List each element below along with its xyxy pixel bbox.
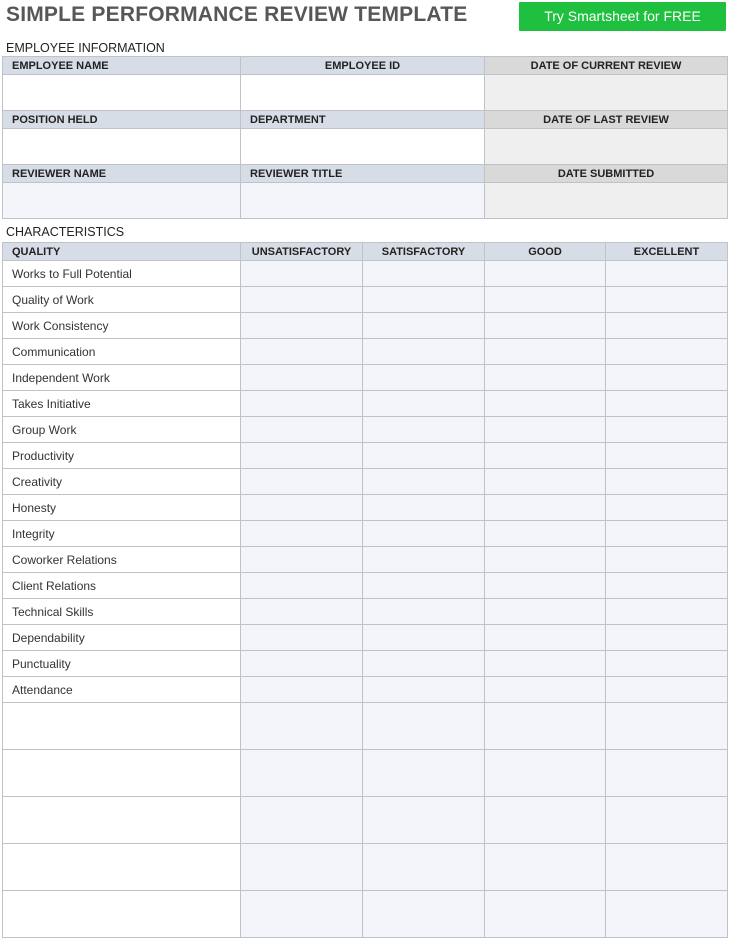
rating-cell-unsatisfactory[interactable] bbox=[241, 599, 363, 625]
table-row bbox=[3, 417, 728, 443]
rating-cell-good[interactable] bbox=[485, 703, 606, 750]
rating-cell-unsatisfactory[interactable] bbox=[241, 573, 363, 599]
table-row bbox=[3, 651, 728, 677]
quality-entry-cell[interactable] bbox=[3, 797, 241, 844]
rating-cell-good[interactable] bbox=[485, 625, 606, 651]
quality-entry-cell[interactable] bbox=[3, 750, 241, 797]
table-row bbox=[3, 261, 728, 287]
reviewer-name-field[interactable] bbox=[3, 183, 241, 219]
quality-entry-cell[interactable] bbox=[3, 844, 241, 891]
characteristics-section-label: CHARACTERISTICS bbox=[6, 225, 125, 239]
rating-cell-good[interactable] bbox=[485, 599, 606, 625]
table-row bbox=[3, 313, 728, 339]
quality-header: QUALITY bbox=[3, 243, 241, 261]
position-held-header: POSITION HELD bbox=[3, 111, 241, 129]
rating-cell-unsatisfactory[interactable] bbox=[241, 625, 363, 651]
rating-cell-satisfactory[interactable] bbox=[363, 844, 485, 891]
rating-cell-excellent[interactable] bbox=[606, 599, 728, 625]
table-row bbox=[3, 495, 728, 521]
table-row bbox=[3, 547, 728, 573]
rating-cell-excellent[interactable] bbox=[606, 417, 728, 443]
blank-row bbox=[3, 891, 728, 938]
reviewer-title-header: REVIEWER TITLE bbox=[241, 165, 485, 183]
table-row bbox=[3, 573, 728, 599]
rating-cell-good[interactable] bbox=[485, 797, 606, 844]
rating-cell-excellent[interactable] bbox=[606, 651, 728, 677]
quality-label: Takes Initiative bbox=[3, 391, 241, 417]
table-row bbox=[3, 521, 728, 547]
quality-entry-cell[interactable] bbox=[3, 891, 241, 938]
table-row bbox=[3, 391, 728, 417]
rating-cell-excellent[interactable] bbox=[606, 313, 728, 339]
rating-cell-satisfactory[interactable] bbox=[363, 573, 485, 599]
quality-label: Dependability bbox=[3, 625, 241, 651]
page-title: SIMPLE PERFORMANCE REVIEW TEMPLATE bbox=[6, 3, 468, 26]
rating-cell-good[interactable] bbox=[485, 573, 606, 599]
rating-cell-good[interactable] bbox=[485, 521, 606, 547]
employee-id-header: EMPLOYEE ID bbox=[241, 57, 485, 75]
rating-cell-good[interactable] bbox=[485, 339, 606, 365]
rating-cell-excellent[interactable] bbox=[606, 365, 728, 391]
rating-cell-excellent[interactable] bbox=[606, 287, 728, 313]
rating-cell-good[interactable] bbox=[485, 547, 606, 573]
rating-cell-excellent[interactable] bbox=[606, 891, 728, 938]
blank-row bbox=[3, 797, 728, 844]
rating-cell-unsatisfactory[interactable] bbox=[241, 261, 363, 287]
rating-cell-excellent[interactable] bbox=[606, 521, 728, 547]
rating-cell-excellent[interactable] bbox=[606, 339, 728, 365]
rating-cell-good[interactable] bbox=[485, 651, 606, 677]
quality-label: Integrity bbox=[3, 521, 241, 547]
blank-row bbox=[3, 750, 728, 797]
rating-cell-unsatisfactory[interactable] bbox=[241, 495, 363, 521]
quality-label: Group Work bbox=[3, 417, 241, 443]
table-row bbox=[3, 677, 728, 703]
rating-cell-unsatisfactory[interactable] bbox=[241, 287, 363, 313]
rating-cell-good[interactable] bbox=[485, 365, 606, 391]
rating-cell-unsatisfactory[interactable] bbox=[241, 844, 363, 891]
blank-row bbox=[3, 703, 728, 750]
rating-cell-satisfactory[interactable] bbox=[363, 261, 485, 287]
rating-cell-satisfactory[interactable] bbox=[363, 469, 485, 495]
rating-cell-satisfactory[interactable] bbox=[363, 797, 485, 844]
rating-cell-excellent[interactable] bbox=[606, 391, 728, 417]
rating-cell-satisfactory[interactable] bbox=[363, 339, 485, 365]
rating-cell-excellent[interactable] bbox=[606, 750, 728, 797]
rating-cell-good[interactable] bbox=[485, 313, 606, 339]
rating-cell-satisfactory[interactable] bbox=[363, 547, 485, 573]
rating-cell-satisfactory[interactable] bbox=[363, 365, 485, 391]
rating-cell-excellent[interactable] bbox=[606, 677, 728, 703]
rating-cell-excellent[interactable] bbox=[606, 443, 728, 469]
rating-cell-satisfactory[interactable] bbox=[363, 750, 485, 797]
rating-cell-satisfactory[interactable] bbox=[363, 443, 485, 469]
rating-cell-excellent[interactable] bbox=[606, 844, 728, 891]
date-last-review-header: DATE OF LAST REVIEW bbox=[485, 111, 728, 129]
reviewer-title-field[interactable] bbox=[241, 183, 485, 219]
table-row bbox=[3, 365, 728, 391]
quality-label: Attendance bbox=[3, 677, 241, 703]
rating-cell-unsatisfactory[interactable] bbox=[241, 750, 363, 797]
employee-name-header: EMPLOYEE NAME bbox=[3, 57, 241, 75]
blank-row bbox=[3, 844, 728, 891]
rating-cell-unsatisfactory[interactable] bbox=[241, 797, 363, 844]
rating-cell-satisfactory[interactable] bbox=[363, 677, 485, 703]
rating-cell-satisfactory[interactable] bbox=[363, 287, 485, 313]
rating-cell-satisfactory[interactable] bbox=[363, 417, 485, 443]
rating-cell-unsatisfactory[interactable] bbox=[241, 469, 363, 495]
rating-cell-unsatisfactory[interactable] bbox=[241, 521, 363, 547]
rating-cell-good[interactable] bbox=[485, 844, 606, 891]
rating-cell-unsatisfactory[interactable] bbox=[241, 703, 363, 750]
satisfactory-header: SATISFACTORY bbox=[363, 243, 485, 261]
table-row bbox=[3, 339, 728, 365]
table-row bbox=[3, 599, 728, 625]
rating-cell-good[interactable] bbox=[485, 287, 606, 313]
rating-cell-excellent[interactable] bbox=[606, 469, 728, 495]
quality-label: Independent Work bbox=[3, 365, 241, 391]
rating-cell-satisfactory[interactable] bbox=[363, 391, 485, 417]
quality-label: Quality of Work bbox=[3, 287, 241, 313]
rating-cell-unsatisfactory[interactable] bbox=[241, 651, 363, 677]
rating-cell-good[interactable] bbox=[485, 391, 606, 417]
rating-cell-unsatisfactory[interactable] bbox=[241, 339, 363, 365]
rating-cell-excellent[interactable] bbox=[606, 797, 728, 844]
characteristics-rows bbox=[3, 261, 728, 938]
rating-cell-unsatisfactory[interactable] bbox=[241, 547, 363, 573]
quality-label: Client Relations bbox=[3, 573, 241, 599]
date-submitted-field[interactable] bbox=[485, 183, 728, 219]
rating-cell-unsatisfactory[interactable] bbox=[241, 677, 363, 703]
rating-cell-unsatisfactory[interactable] bbox=[241, 443, 363, 469]
rating-cell-good[interactable] bbox=[485, 261, 606, 287]
date-last-review-field[interactable] bbox=[485, 129, 728, 165]
quality-label: Communication bbox=[3, 339, 241, 365]
rating-cell-excellent[interactable] bbox=[606, 261, 728, 287]
rating-cell-unsatisfactory[interactable] bbox=[241, 417, 363, 443]
rating-cell-excellent[interactable] bbox=[606, 625, 728, 651]
rating-cell-good[interactable] bbox=[485, 469, 606, 495]
rating-cell-satisfactory[interactable] bbox=[363, 625, 485, 651]
rating-cell-satisfactory[interactable] bbox=[363, 651, 485, 677]
quality-label: Productivity bbox=[3, 443, 241, 469]
rating-cell-excellent[interactable] bbox=[606, 547, 728, 573]
rating-cell-satisfactory[interactable] bbox=[363, 313, 485, 339]
try-smartsheet-button[interactable]: Try Smartsheet for FREE bbox=[519, 2, 726, 31]
quality-label: Work Consistency bbox=[3, 313, 241, 339]
department-field[interactable] bbox=[241, 129, 485, 165]
excellent-header: EXCELLENT bbox=[606, 243, 728, 261]
department-header: DEPARTMENT bbox=[241, 111, 485, 129]
rating-cell-good[interactable] bbox=[485, 750, 606, 797]
table-row bbox=[3, 443, 728, 469]
rating-cell-good[interactable] bbox=[485, 417, 606, 443]
characteristics-table bbox=[2, 242, 728, 938]
rating-cell-unsatisfactory[interactable] bbox=[241, 365, 363, 391]
date-current-review-field[interactable] bbox=[485, 75, 728, 111]
rating-cell-satisfactory[interactable] bbox=[363, 521, 485, 547]
position-held-field[interactable] bbox=[3, 129, 241, 165]
employee-id-field[interactable] bbox=[241, 75, 485, 111]
rating-cell-good[interactable] bbox=[485, 443, 606, 469]
table-row bbox=[3, 625, 728, 651]
rating-cell-good[interactable] bbox=[485, 495, 606, 521]
rating-cell-excellent[interactable] bbox=[606, 495, 728, 521]
table-row bbox=[3, 287, 728, 313]
quality-entry-cell[interactable] bbox=[3, 703, 241, 750]
rating-cell-unsatisfactory[interactable] bbox=[241, 391, 363, 417]
employee-name-field[interactable] bbox=[3, 75, 241, 111]
table-row bbox=[3, 469, 728, 495]
quality-label: Coworker Relations bbox=[3, 547, 241, 573]
rating-cell-excellent[interactable] bbox=[606, 703, 728, 750]
good-header: GOOD bbox=[485, 243, 606, 261]
rating-cell-satisfactory[interactable] bbox=[363, 599, 485, 625]
date-current-review-header: DATE OF CURRENT REVIEW bbox=[485, 57, 728, 75]
rating-cell-satisfactory[interactable] bbox=[363, 703, 485, 750]
rating-cell-unsatisfactory[interactable] bbox=[241, 313, 363, 339]
unsatisfactory-header: UNSATISFACTORY bbox=[241, 243, 363, 261]
quality-label: Creativity bbox=[3, 469, 241, 495]
rating-cell-satisfactory[interactable] bbox=[363, 495, 485, 521]
rating-cell-satisfactory[interactable] bbox=[363, 891, 485, 938]
rating-cell-good[interactable] bbox=[485, 891, 606, 938]
quality-label: Punctuality bbox=[3, 651, 241, 677]
employee-info-table bbox=[2, 56, 728, 219]
rating-cell-excellent[interactable] bbox=[606, 573, 728, 599]
rating-cell-good[interactable] bbox=[485, 677, 606, 703]
quality-label: Honesty bbox=[3, 495, 241, 521]
quality-label: Works to Full Potential bbox=[3, 261, 241, 287]
date-submitted-header: DATE SUBMITTED bbox=[485, 165, 728, 183]
employee-section-label: EMPLOYEE INFORMATION bbox=[6, 41, 165, 55]
quality-label: Technical Skills bbox=[3, 599, 241, 625]
reviewer-name-header: REVIEWER NAME bbox=[3, 165, 241, 183]
rating-cell-unsatisfactory[interactable] bbox=[241, 891, 363, 938]
